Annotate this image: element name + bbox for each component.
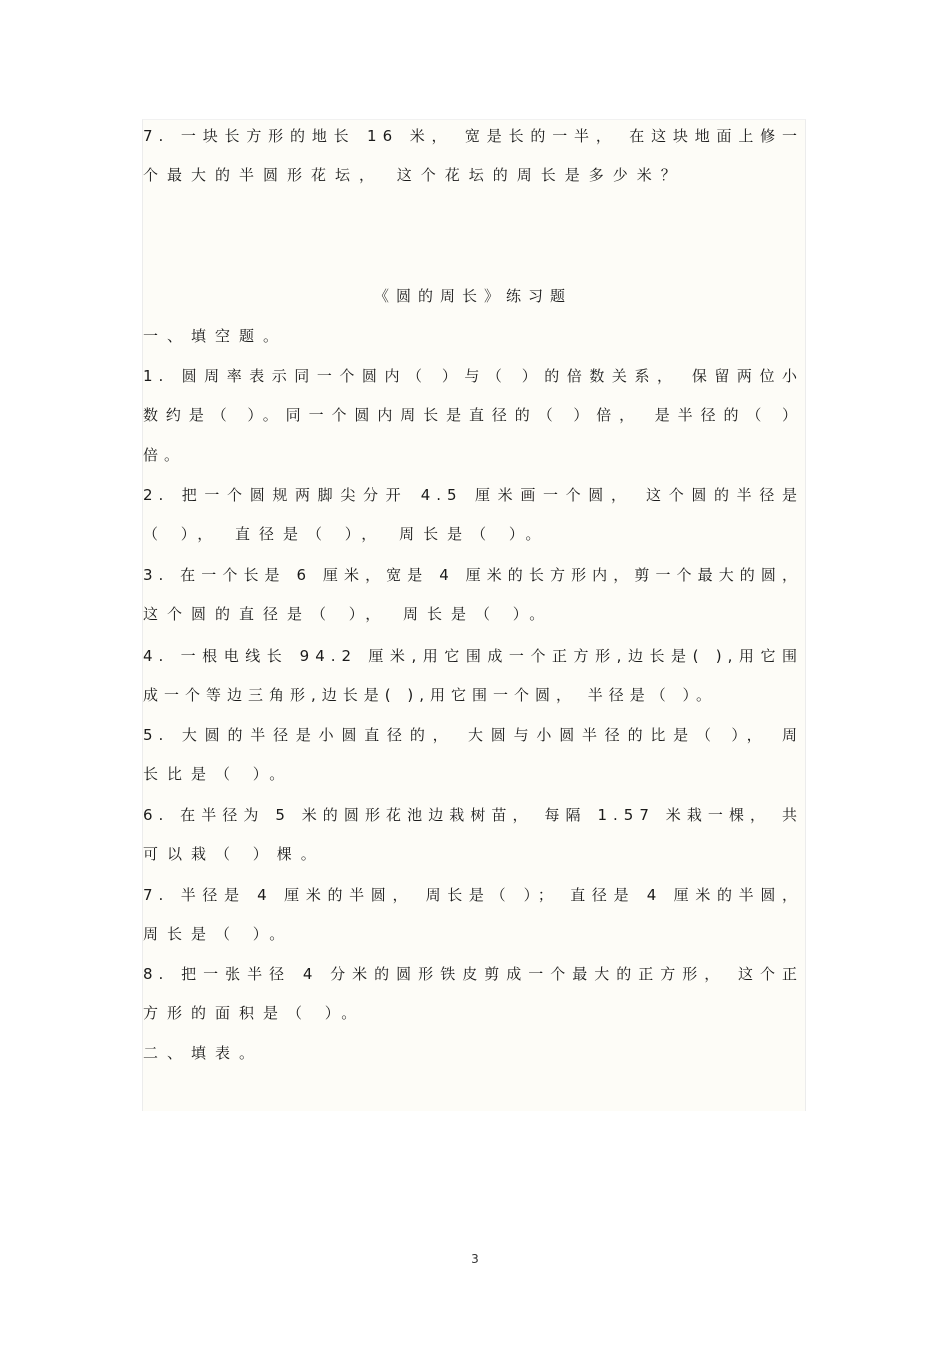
question-line: 方形的面积是（ ）。 <box>143 1004 366 1022</box>
section-heading-fill-blanks: 一、填空题。 <box>143 327 288 345</box>
question-line: 4. 一根电线长 94.2 厘米,用它围成一个正方形,边长是( ),用它围 <box>143 647 803 665</box>
question-line: 6. 在半径为 5 米的圆形花池边栽树苗， 每隔 1.57 米栽一棵， 共 <box>143 806 803 824</box>
question-line: 1. 圆周率表示同一个圆内（ ）与（ ）的倍数关系， 保留两位小 <box>143 367 803 385</box>
question-line: 3. 在一个长是 6 厘米，宽是 4 厘米的长方形内，剪一个最大的圆， <box>143 566 803 584</box>
question-line: 成一个等边三角形,边长是( ),用它围一个圆， 半径是（ ）。 <box>143 686 718 704</box>
section-heading-fill-table: 二、填表。 <box>143 1044 264 1062</box>
problem-7-line-1: 7. 一块长方形的地长 16 米， 宽是长的一半， 在这块地面上修一 <box>143 127 803 145</box>
question-line: 倍。 <box>143 446 186 464</box>
page-number: 3 <box>471 1252 479 1266</box>
question-line: 周长是（ ）。 <box>143 925 294 943</box>
question-line: 可以栽（ ）棵。 <box>143 845 325 863</box>
question-line: 2. 把一个圆规两脚尖分开 4.5 厘米画一个圆， 这个圆的半径是 <box>143 486 803 504</box>
question-line: 长比是（ ）。 <box>143 765 294 783</box>
question-line: 8. 把一张半径 4 分米的圆形铁皮剪成一个最大的正方形， 这个正 <box>143 965 803 983</box>
question-line: 数约是（ ）。同一个圆内周长是直径的（ ）倍， 是半径的（ ） <box>143 406 803 424</box>
question-line: （ ）， 直径是（ ）， 周长是（ ）。 <box>143 525 550 543</box>
question-line: 5. 大圆的半径是小圆直径的， 大圆与小圆半径的比是（ ）， 周 <box>143 726 803 744</box>
question-line: 这个圆的直径是（ ）， 周长是（ ）。 <box>143 605 554 623</box>
question-line: 7. 半径是 4 厘米的半圆， 周长是（ ）； 直径是 4 厘米的半圆， <box>143 886 803 904</box>
problem-7-line-2: 个最大的半圆形花坛， 这个花坛的周长是多少米？ <box>143 166 685 184</box>
page-title: 《圆的周长》练习题 <box>373 287 572 305</box>
